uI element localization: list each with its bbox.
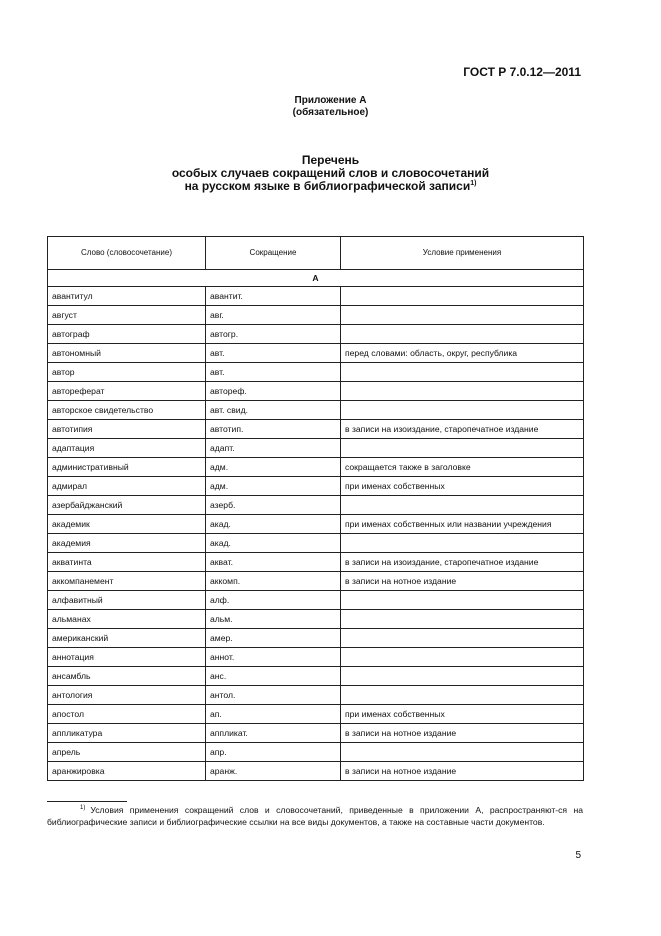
table-row: [48, 591, 584, 610]
table-row: [48, 762, 584, 781]
condition-cell: [341, 648, 584, 667]
title-line-3: на русском языке в библиографической записи$^{1)}$: [184, 179, 477, 193]
abbreviation-cell: аранж.: [206, 762, 341, 781]
word-cell: август: [48, 306, 206, 325]
header-condition: Условие применения: [341, 237, 584, 270]
title-line-1: Перечень: [301, 153, 360, 167]
condition-cell: [341, 496, 584, 515]
word-cell: авторское свидетельство: [48, 401, 206, 420]
word-cell: авантитул: [48, 287, 206, 306]
abbreviation-cell: азерб.: [206, 496, 341, 515]
abbreviation-cell: автогр.: [206, 325, 341, 344]
table-row: [48, 458, 584, 477]
word-cell: автореферат: [48, 382, 206, 401]
header-word: Слово (словосочетание): [48, 237, 206, 270]
abbreviation-cell: авт.: [206, 363, 341, 382]
page-number: 5: [575, 850, 581, 861]
abbreviation-cell: автореф.: [206, 382, 341, 401]
condition-cell: [341, 306, 584, 325]
word-cell: американский: [48, 629, 206, 648]
abbreviation-cell: аннот.: [206, 648, 341, 667]
condition-cell: [341, 287, 584, 306]
footnote: [47, 804, 583, 828]
table-row: [48, 439, 584, 458]
table-row: [48, 572, 584, 591]
abbreviation-cell: адм.: [206, 458, 341, 477]
table-row: [48, 705, 584, 724]
word-cell: алфавитный: [48, 591, 206, 610]
condition-cell: [341, 743, 584, 762]
abbreviation-cell: антол.: [206, 686, 341, 705]
table-row: [48, 344, 584, 363]
word-cell: аннотация: [48, 648, 206, 667]
abbreviation-cell: автотип.: [206, 420, 341, 439]
abbreviations-table: [47, 236, 584, 781]
condition-cell: в записи на нотное издание: [341, 572, 584, 591]
standard-number: ГОСТ Р 7.0.12—2011: [463, 65, 581, 79]
condition-cell: [341, 667, 584, 686]
condition-cell: [341, 325, 584, 344]
section-letter: А: [48, 270, 584, 287]
abbreviation-cell: акад.: [206, 515, 341, 534]
table-row: [48, 287, 584, 306]
abbreviation-cell: адапт.: [206, 439, 341, 458]
condition-cell: сокращается также в заголовке: [341, 458, 584, 477]
annex-heading: [0, 95, 661, 119]
title-footnote-mark: 1): [470, 180, 477, 187]
footnote-mark: 1): [80, 805, 86, 811]
condition-cell: в записи на изоиздание, старопечатное издание: [341, 420, 584, 439]
annex-title: Приложение А: [294, 95, 367, 106]
table-row: [48, 724, 584, 743]
table-row: [48, 534, 584, 553]
condition-cell: в записи на нотное издание: [341, 762, 584, 781]
word-cell: антология: [48, 686, 206, 705]
condition-cell: в записи на изоиздание, старопечатное издание: [341, 553, 584, 572]
abbreviation-cell: адм.: [206, 477, 341, 496]
table-row: [48, 553, 584, 572]
condition-cell: [341, 591, 584, 610]
abbreviation-cell: авг.: [206, 306, 341, 325]
condition-cell: [341, 534, 584, 553]
table-row: [48, 667, 584, 686]
table-row: [48, 382, 584, 401]
word-cell: адаптация: [48, 439, 206, 458]
word-cell: адмирал: [48, 477, 206, 496]
annex-status: (обязательное): [292, 107, 369, 118]
abbreviation-cell: авт.: [206, 344, 341, 363]
condition-cell: [341, 610, 584, 629]
word-cell: азербайджанский: [48, 496, 206, 515]
condition-cell: при именах собственных: [341, 477, 584, 496]
abbreviation-cell: алф.: [206, 591, 341, 610]
abbreviation-cell: апр.: [206, 743, 341, 762]
condition-cell: [341, 363, 584, 382]
condition-cell: при именах собственных или названии учреждения: [341, 515, 584, 534]
table-header-row: [48, 237, 584, 270]
word-cell: административный: [48, 458, 206, 477]
word-cell: автор: [48, 363, 206, 382]
document-title: [0, 154, 661, 193]
abbreviation-cell: авт. свид.: [206, 401, 341, 420]
condition-cell: [341, 382, 584, 401]
footnote-divider: [47, 801, 127, 802]
condition-cell: перед словами: область, округ, республика: [341, 344, 584, 363]
word-cell: автотипия: [48, 420, 206, 439]
word-cell: автономный: [48, 344, 206, 363]
abbreviation-cell: альм.: [206, 610, 341, 629]
word-cell: академия: [48, 534, 206, 553]
table-row: [48, 477, 584, 496]
footnote-text: Условия применения сокращений слов и словосочетаний, приведенные в приложении А, распространяют-ся на библиографические записи и библиографические ссылки на все виды документов, а также на составные части документов.: [47, 805, 583, 827]
abbreviation-cell: ап.: [206, 705, 341, 724]
header-abbreviation: Сокращение: [206, 237, 341, 270]
condition-cell: [341, 629, 584, 648]
word-cell: ансамбль: [48, 667, 206, 686]
table-row: [48, 420, 584, 439]
condition-cell: [341, 686, 584, 705]
abbreviation-cell: авантит.: [206, 287, 341, 306]
table-row: [48, 610, 584, 629]
condition-cell: в записи на нотное издание: [341, 724, 584, 743]
abbreviation-cell: аккомп.: [206, 572, 341, 591]
abbreviation-cell: анс.: [206, 667, 341, 686]
word-cell: аранжировка: [48, 762, 206, 781]
title-line-2: особых случаев сокращений слов и словосочетаний: [171, 166, 490, 180]
table-row: [48, 325, 584, 344]
table-row: [48, 648, 584, 667]
abbreviation-cell: акад.: [206, 534, 341, 553]
table-row: [48, 629, 584, 648]
abbreviation-cell: амер.: [206, 629, 341, 648]
condition-cell: [341, 439, 584, 458]
table-row: [48, 686, 584, 705]
abbreviation-cell: акват.: [206, 553, 341, 572]
table-row: [48, 496, 584, 515]
word-cell: альманах: [48, 610, 206, 629]
abbreviation-cell: аппликат.: [206, 724, 341, 743]
table-row: [48, 363, 584, 382]
table-row: [48, 401, 584, 420]
condition-cell: при именах собственных: [341, 705, 584, 724]
word-cell: апостол: [48, 705, 206, 724]
table-row: [48, 306, 584, 325]
word-cell: академик: [48, 515, 206, 534]
table-row: [48, 515, 584, 534]
word-cell: акватинта: [48, 553, 206, 572]
section-row: [48, 270, 584, 287]
word-cell: аккомпанемент: [48, 572, 206, 591]
word-cell: аппликатура: [48, 724, 206, 743]
word-cell: автограф: [48, 325, 206, 344]
condition-cell: [341, 401, 584, 420]
word-cell: апрель: [48, 743, 206, 762]
table-row: [48, 743, 584, 762]
